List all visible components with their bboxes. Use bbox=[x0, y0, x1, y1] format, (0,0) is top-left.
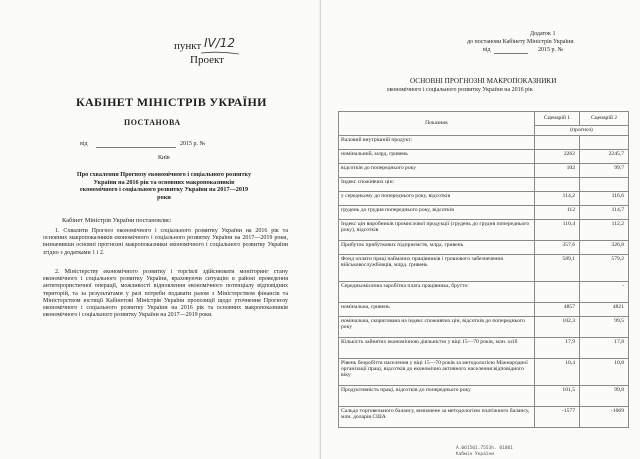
cabinet-title: КАБІНЕТ МІНІСТРІВ УКРАЇНИ bbox=[76, 95, 267, 109]
row-s2: 579,2 bbox=[580, 255, 629, 282]
row-s2: 99,7 bbox=[580, 164, 629, 178]
table-row bbox=[339, 407, 629, 428]
annex-date-from: від bbox=[483, 47, 491, 53]
intro-text: Кабінет Міністрів України постановляє: bbox=[62, 217, 172, 224]
row-label: у середньому до попереднього року, відсотків bbox=[339, 192, 535, 206]
footer-code: А.001501.7553h. 01001 bbox=[456, 446, 513, 451]
row-s1: 102 bbox=[535, 164, 580, 178]
punkt-handwritten: IV/12 bbox=[204, 36, 236, 50]
table-row bbox=[339, 303, 629, 317]
row-s1: 10,4 bbox=[535, 359, 580, 386]
row-s2: 99,5 bbox=[580, 317, 629, 338]
header-scenario-2: Сценарій 2 bbox=[580, 112, 629, 126]
row-label: номінальний, млрд. гривень bbox=[339, 150, 535, 164]
date-year: 2015 р. № bbox=[180, 141, 206, 147]
row-s2 bbox=[580, 178, 629, 192]
paragraph-1: 1. Схвалити Прогноз економічного і соціального розвитку України на 2016 рік та основних макропоказників економічного і соціального розвитку України на 2017—2019 роки, визначивши основні прогнозні макропоказники економічного і соціального розвитку України згідно з додатками 1 і 2. bbox=[43, 228, 288, 256]
row-label: Середньомісячна заробітна плата працівника, брутто: bbox=[339, 282, 535, 303]
table-row bbox=[339, 192, 629, 206]
table-row bbox=[339, 359, 629, 386]
row-s1 bbox=[535, 136, 580, 150]
header-indicator: Показник bbox=[339, 112, 535, 136]
row-label: Продуктивність праці, відсотків до попереднього року bbox=[339, 386, 535, 407]
row-label: номінальна, гривень bbox=[339, 303, 535, 317]
table-subtitle: економічного і соціального розвитку України на 2016 рік bbox=[387, 87, 533, 93]
row-s1: 589,1 bbox=[535, 255, 580, 282]
table-row bbox=[339, 178, 629, 192]
row-s2 bbox=[580, 136, 629, 150]
header-forecast: (прогноз) bbox=[535, 126, 629, 136]
row-s2: 114,7 bbox=[580, 206, 629, 220]
row-s2: 326,8 bbox=[580, 241, 629, 255]
row-label: Валовий внутрішній продукт: bbox=[339, 136, 535, 150]
annex-number: Додаток 1 bbox=[530, 31, 556, 37]
date-blank-line bbox=[96, 147, 176, 148]
table-title: ОСНОВНІ ПРОГНОЗНІ МАКРОПОКАЗНИКИ bbox=[410, 77, 557, 85]
row-s2: -1069 bbox=[580, 407, 629, 428]
row-s1: 114,2 bbox=[535, 192, 580, 206]
annex-date-line bbox=[494, 53, 528, 54]
footer-org: Кабмін України bbox=[456, 452, 494, 457]
row-label: Прибуток прибуткових підприємств, млрд. гривень bbox=[339, 241, 535, 255]
table-row bbox=[339, 220, 629, 241]
row-s2: 10,8 bbox=[580, 359, 629, 386]
row-s2: 2245,7 bbox=[580, 150, 629, 164]
row-s1: -1577 bbox=[535, 407, 580, 428]
row-label: Фонд оплати праці найманих працівників і грошового забезпечення військовослужбовців, млрд. гривень bbox=[339, 255, 535, 282]
row-s2: 17,8 bbox=[580, 338, 629, 359]
row-s1 bbox=[535, 282, 580, 303]
row-label: Індекс цін виробників промислової продукції (грудень до грудня попереднього року), відсотків bbox=[339, 220, 535, 241]
row-s2: 99,8 bbox=[580, 386, 629, 407]
row-label: відсотків до попереднього року bbox=[339, 164, 535, 178]
row-label: Кількість зайнятих економічною діяльністю у віці 15—70 років, млн. осіб bbox=[339, 338, 535, 359]
row-label: Сальдо торговельного балансу, визначене за методологією платіжного балансу, млн. доларів США bbox=[339, 407, 535, 428]
row-s1: 110,4 bbox=[535, 220, 580, 241]
row-s1: 17,9 bbox=[535, 338, 580, 359]
project-label: Проект bbox=[190, 54, 224, 66]
macro-indicators-table bbox=[338, 111, 629, 428]
row-label: Індекс споживчих цін: bbox=[339, 178, 535, 192]
resolution-title: Про схвалення Прогнозу економічного і соціального розвитку України на 2016 рік та основних макропоказників економічного і соціального розвитку України на 2017—2019 роки bbox=[76, 171, 252, 201]
paragraph-2: 2. Міністерству економічного розвитку і торгівлі здійснювати моніторинг стану економічного і соціального розвитку України, враховуючи ситуацію в районі проведення антитерористичної операції, можливості відновлення економічного потенціалу відповідних територій, та за результатами у разі потреби подавати разом з Міністерством фінансів та Міністерством юстиції Кабінетові Міністрів України пропозиції щодо уточнення Прогнозу економічного і соціального розвитку України на 2016 рік та основних макропоказників економічного і соціального розвитку України на 2017—2019 роки. bbox=[43, 269, 288, 319]
row-s2: - bbox=[580, 282, 629, 303]
left-page bbox=[0, 0, 318, 459]
table-row bbox=[339, 282, 629, 303]
row-s1 bbox=[535, 178, 580, 192]
row-label: грудень до грудня попереднього року, відсотків bbox=[339, 206, 535, 220]
punkt-label: пункт bbox=[174, 40, 202, 52]
annex-date-year: 2015 р. № bbox=[538, 47, 564, 53]
row-s1: 357,6 bbox=[535, 241, 580, 255]
doc-type: ПОСТАНОВА bbox=[124, 118, 181, 127]
table-row bbox=[339, 386, 629, 407]
date-from: від bbox=[80, 141, 88, 147]
row-s1: 101,5 bbox=[535, 386, 580, 407]
table-row bbox=[339, 317, 629, 338]
row-label: Рівень безробіття населення у віці 15—70 років за методологією Міжнародної організації праці, відсотків до економічно активного населення відповідного віку bbox=[339, 359, 535, 386]
row-label: номінальна, скоригована на індекс споживчих цін, відсотків до попереднього року bbox=[339, 317, 535, 338]
city: Київ bbox=[158, 155, 170, 161]
row-s1: 4857 bbox=[535, 303, 580, 317]
row-s2: 112,2 bbox=[580, 220, 629, 241]
table-row bbox=[339, 136, 629, 150]
table-row bbox=[339, 338, 629, 359]
row-s1: 2262 bbox=[535, 150, 580, 164]
row-s1: 102,3 bbox=[535, 317, 580, 338]
row-s1: 112 bbox=[535, 206, 580, 220]
annex-to: до постанови Кабінету Міністрів України bbox=[467, 39, 574, 45]
table-row bbox=[339, 206, 629, 220]
table-row bbox=[339, 164, 629, 178]
header-scenario-1: Сценарій 1 bbox=[535, 112, 580, 126]
table-row bbox=[339, 150, 629, 164]
row-s2: 4821 bbox=[580, 303, 629, 317]
table-row bbox=[339, 255, 629, 282]
table-row bbox=[339, 241, 629, 255]
row-s2: 116,6 bbox=[580, 192, 629, 206]
